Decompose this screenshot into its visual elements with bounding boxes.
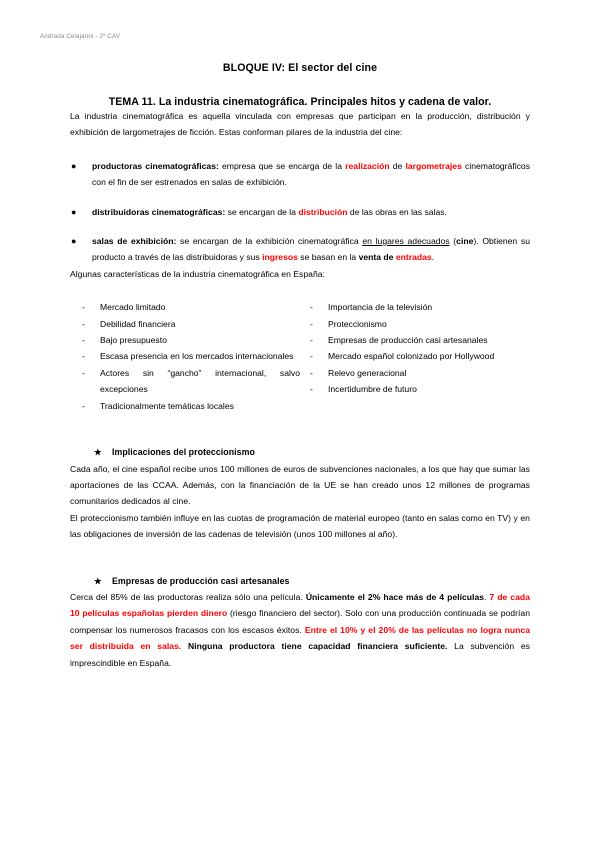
intro-paragraph: La industria cinematográfica es aquella vinculada con empresas que participan en la producción, distribución y exhibición de largometrajes de ficción. Estas conforman pilares de la industria del cine: [70,111,530,138]
item-text: empresa que se encarga de la [218,160,346,171]
list-item [70,316,300,332]
list-item [70,348,300,364]
features-list-right [300,299,530,397]
section-heading-proteccionismo [70,444,530,460]
item-text: . [431,252,435,263]
item-text: (riesgo financiero del sector). Solo con una producción continuada se podrían compensar los numerosos fracasos con los escasos éxitos. [70,608,530,635]
dash-icon: - [310,384,313,395]
bullet-dot-icon: ● [71,160,77,171]
bold-text: Ninguna productora tiene capacidad financiera suficiente. [188,641,448,652]
highlight-text: ingresos [262,252,298,263]
highlight-text: realización [345,160,390,171]
section-heading-label: Empresas de producción casi artesanales [112,575,290,586]
item-text: Incertidumbre de futuro [328,384,417,395]
dash-icon: - [310,318,313,329]
features-list-left [70,299,300,414]
item-text: Mercado limitado [100,302,166,313]
pillars-list [70,158,530,266]
section-1-paragraph-1: Cada año, el cine español recibe unos 100 millones de euros de subvenciones nacionales, a los que hay que sumar las aportaciones de las CCAA. Además, con la financiación de la UE se han creado unos 12 millones de programas comunitarios dedicados al cine. [70,463,530,507]
features-columns [70,299,530,414]
list-item [70,365,300,398]
highlight-text: 7 de cada 10 películas españolas pierden dinero [70,591,530,619]
item-text: Escasa presencia en los mercados internacionales [100,351,294,362]
dash-icon: - [82,335,85,346]
item-text: ( [449,236,457,247]
list-item [70,398,300,414]
list-item [70,158,530,191]
bullet-dot-icon: ● [71,206,77,217]
dash-icon: - [310,367,313,378]
star-icon: ★ [94,575,102,586]
term-label: distribuidoras cinematográficas: [92,206,226,217]
star-icon: ★ [94,447,102,458]
highlight-text: entradas [395,252,432,263]
item-text: se encargan de la [225,206,299,217]
features-column-right [300,299,530,414]
dash-icon: - [82,400,85,411]
item-text: se basan en la [297,252,359,263]
bold-text: Únicamente el 2% hace más de 4 películas [305,591,485,602]
document-body [70,62,530,671]
item-text: Importancia de la televisión [328,302,433,313]
term-label: salas de exhibición: [92,236,177,247]
term-label: productoras cinematográficas: [92,160,219,171]
item-text [181,641,188,651]
item-text: Debilidad financiera [100,318,176,329]
block-title: BLOQUE IV: El sector del cine [222,62,378,74]
section-1-paragraph-2: El proteccionismo también influye en las cuotas de programación de material europeo (tanto en salas como en TV) y en las obligaciones de inversión de las cadenas de televisión (unos 100 millones al año). [70,512,530,540]
highlight-text: distribución [298,206,348,217]
section-heading-label: Implicaciones del proteccionismo [112,447,255,458]
list-item [300,332,530,348]
dash-icon: - [310,335,313,346]
list-item [70,332,300,348]
features-lead: Algunas características de la industria cinematográfica en España: [70,268,325,279]
list-item [300,381,530,397]
list-item [300,348,530,364]
topic-title: TEMA 11. La industria cinematográfica. Principales hitos y cadena de valor. [108,96,492,108]
bold-text: cine [456,236,474,247]
section-2-paragraph [70,589,530,671]
item-text: cinematográficos con el fin de ser estrenados en salas de exhibición. [92,160,530,188]
bullet-dot-icon: ● [71,236,77,247]
dash-icon: - [310,302,313,313]
running-head: Andrada Celajanni - 2º CAV [40,33,120,40]
item-text: Proteccionismo [328,318,387,329]
item-text: . [484,591,490,602]
item-text: Tradicionalmente temáticas locales [100,400,234,411]
list-item [300,299,530,315]
dash-icon: - [82,351,85,362]
dash-icon: - [82,318,85,329]
item-text: de [389,160,406,171]
list-item [70,299,300,315]
list-item [70,204,530,220]
list-item [70,233,530,266]
section-heading-empresas [70,573,530,589]
dash-icon: - [82,302,85,313]
item-text: Actores sin “gancho” internacional, salvo excepciones [100,367,300,395]
highlight-text: largometrajes [405,160,462,171]
item-text: La subvención es imprescindible en España. [70,641,530,668]
dash-icon: - [310,351,313,362]
item-text: Mercado español colonizado por Hollywood [328,351,495,362]
item-text: de las obras en las salas. [347,206,447,217]
underlined-text: en lugares adecuados [362,236,450,247]
features-column-left [70,299,300,414]
item-text: Relevo generacional [328,367,407,378]
item-text: Empresas de producción casi artesanales [328,335,488,346]
dash-icon: - [82,367,85,378]
item-text: se encargan de la exhibición cinematográfica [176,236,363,247]
list-item [300,316,530,332]
item-text: Bajo presupuesto [100,335,167,346]
list-item [300,365,530,381]
item-text: ). Obtienen su producto a través de las distribuidoras y sus [92,236,531,263]
bold-text: venta de [358,252,396,263]
highlight-text: Entre el 10% y el 20% de las películas no logra nunca ser distribuida en salas. [70,624,531,652]
item-text: Cerca del 85% de las productoras realiza sólo una película. [70,591,306,602]
